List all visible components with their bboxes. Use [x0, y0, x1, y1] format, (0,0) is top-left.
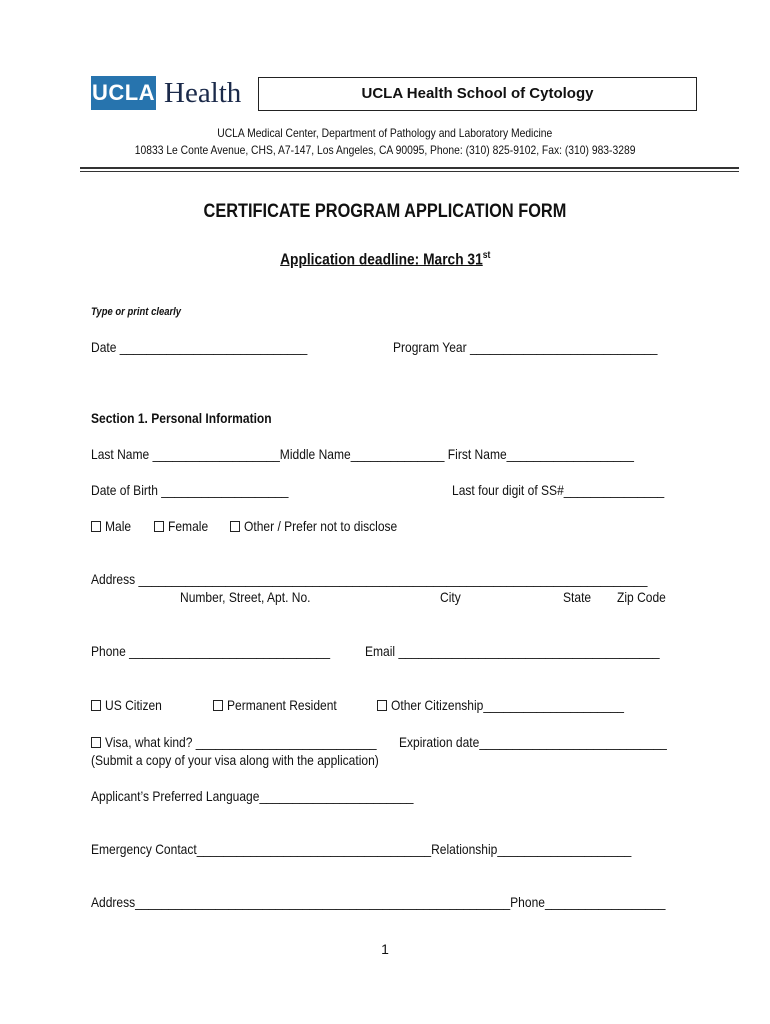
address-field[interactable]: Address ____________________________________________________________________________ — [91, 571, 648, 587]
gender-female-option[interactable]: Female — [154, 518, 215, 534]
phone-field[interactable]: Phone ______________________________ — [91, 643, 331, 659]
email-field[interactable]: Email _______________________________________ — [365, 643, 660, 659]
permanent-resident-checkbox-icon[interactable] — [213, 700, 223, 711]
date-of-birth-field[interactable]: Date of Birth ___________________ — [91, 482, 289, 498]
address-sub-state: State — [563, 589, 592, 605]
application-deadline: Application deadline: March 31st — [279, 250, 491, 269]
ucla-logo: UCLA — [91, 76, 156, 110]
page-number: 1 — [381, 941, 389, 957]
preferred-language-field[interactable]: Applicant’s Preferred Language_______________________ — [91, 788, 414, 804]
address-line-1: UCLA Medical Center, Department of Pathology and Laboratory Medicine — [217, 126, 553, 140]
citizenship-other-option[interactable]: Other Citizenship_____________________ — [377, 697, 662, 713]
address-sub-zip: Zip Code — [617, 589, 666, 605]
female-checkbox-icon[interactable] — [154, 521, 164, 532]
emergency-contact-row[interactable]: Emergency Contact___________________________________Relationship____________________ — [91, 841, 632, 857]
us-citizen-checkbox-icon[interactable] — [91, 700, 101, 711]
address-sub-city: City — [440, 589, 461, 605]
other-citizenship-checkbox-icon[interactable] — [377, 700, 387, 711]
expiration-date-field[interactable]: Expiration date____________________________ — [399, 734, 667, 750]
address-sub-number: Number, Street, Apt. No. — [180, 589, 311, 605]
male-checkbox-icon[interactable] — [91, 521, 101, 532]
header-divider-thin — [80, 171, 739, 172]
address-line-2: 10833 Le Conte Avenue, CHS, A7-147, Los Angeles, CA 90095, Phone: (310) 825-9102, Fax: (310) 983-3289 — [134, 143, 636, 157]
school-title: UCLA Health School of Cytology — [258, 77, 697, 111]
form-title: CERTIFICATE PROGRAM APPLICATION FORM — [203, 201, 567, 222]
gender-male-option[interactable]: Male — [91, 518, 135, 534]
visa-option[interactable]: Visa, what kind? ___________________________ — [91, 734, 421, 750]
section-1-heading: Section 1. Personal Information — [91, 410, 272, 426]
visa-note: (Submit a copy of your visa along with the application) — [91, 752, 379, 768]
visa-checkbox-icon[interactable] — [91, 737, 101, 748]
citizenship-permanent-option[interactable]: Permanent Resident — [213, 697, 355, 713]
ssn-last-four-field[interactable]: Last four digit of SS#_______________ — [452, 482, 665, 498]
citizenship-us-option[interactable]: US Citizen — [91, 697, 171, 713]
program-year-field[interactable]: Program Year ____________________________ — [393, 339, 658, 355]
header-divider — [80, 167, 739, 169]
health-logo-word: Health — [164, 77, 242, 109]
emergency-address-row[interactable]: Address________________________________________________________Phone__________________ — [91, 894, 666, 910]
instructions-note: Type or print clearly — [91, 306, 182, 318]
date-field[interactable]: Date ____________________________ — [91, 339, 308, 355]
name-fields-row[interactable]: Last Name ___________________Middle Name______________ First Name___________________ — [91, 446, 634, 462]
gender-other-option[interactable]: Other / Prefer not to disclose — [230, 518, 422, 534]
other-gender-checkbox-icon[interactable] — [230, 521, 240, 532]
